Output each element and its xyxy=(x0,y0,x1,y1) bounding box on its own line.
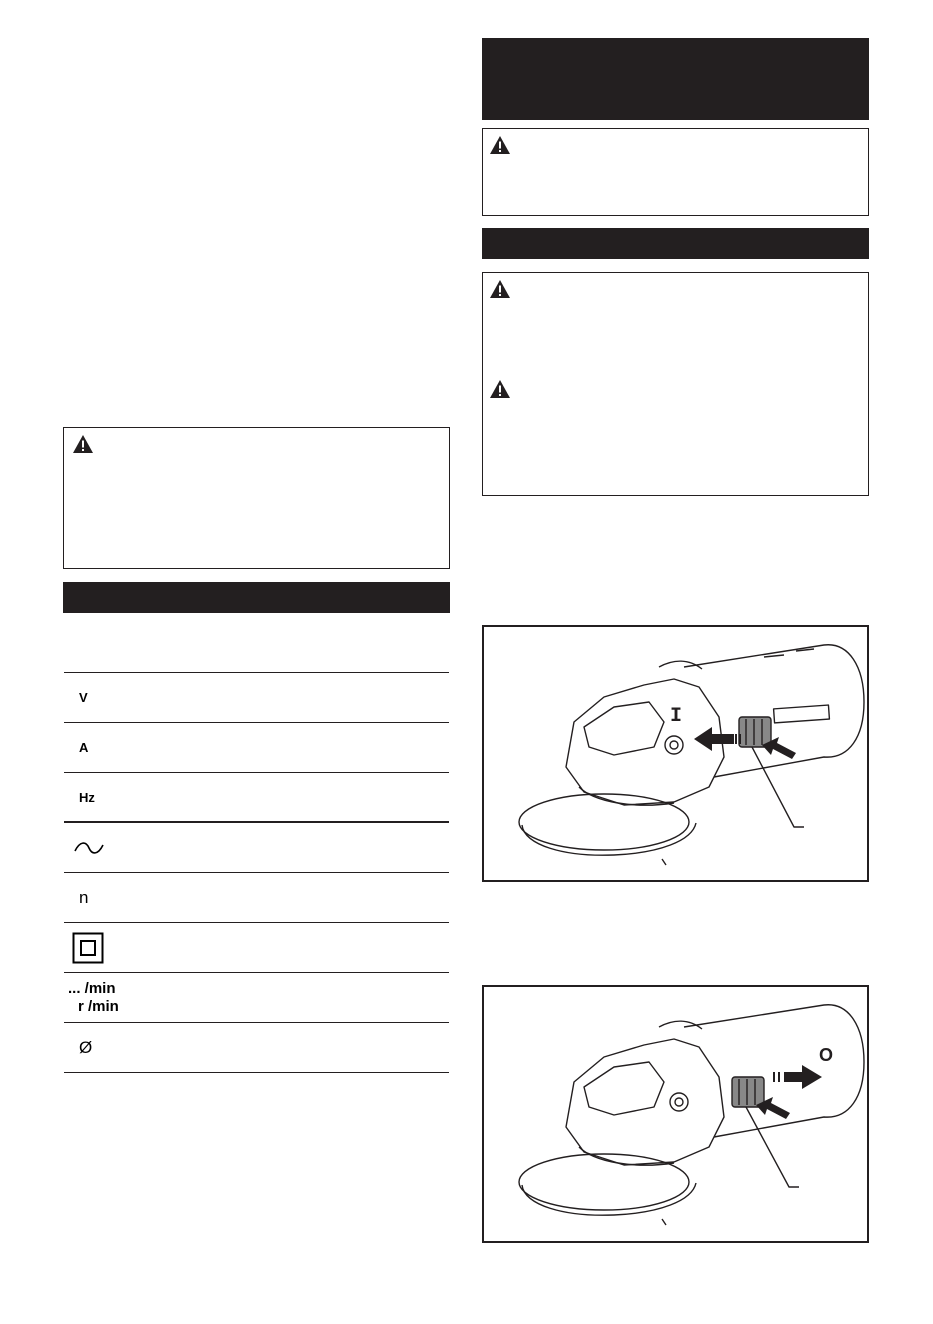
rpm-line-1: ... /min xyxy=(68,979,116,997)
figure-switch-off xyxy=(482,985,869,1243)
angle-grinder-illustration xyxy=(484,627,867,880)
symbol-no-load-speed: n xyxy=(79,887,89,907)
table-row xyxy=(64,1023,449,1073)
symbol-alternating-current xyxy=(64,823,134,872)
rpm-line-2: r /min xyxy=(78,997,119,1015)
on-mark-label: I xyxy=(670,705,683,728)
off-mark-label: O xyxy=(819,1045,834,1065)
symbol-hertz: Hz xyxy=(79,790,95,805)
symbol-volt: V xyxy=(79,690,88,705)
warning-box-right-1 xyxy=(482,128,869,216)
arrow-left-icon xyxy=(694,727,734,751)
symbol-ampere: A xyxy=(79,740,89,755)
table-row xyxy=(64,823,449,873)
symbols-section-bar xyxy=(63,582,450,613)
table-row xyxy=(64,773,449,823)
warning-triangle-icon xyxy=(489,279,511,299)
section-header-bar xyxy=(482,38,869,120)
symbol-revolutions-per-minute xyxy=(64,973,134,1022)
warning-triangle-icon xyxy=(489,135,511,155)
subsection-header-bar xyxy=(482,228,869,259)
double-square-icon xyxy=(72,932,104,964)
warning-box-left xyxy=(63,427,450,569)
warning-triangle-icon xyxy=(72,434,94,454)
table-row xyxy=(64,973,449,1023)
table-row xyxy=(64,923,449,973)
symbol-class-ii xyxy=(64,923,134,972)
table-row xyxy=(64,673,449,723)
angle-grinder-illustration xyxy=(484,987,867,1241)
arrow-right-icon xyxy=(784,1065,822,1089)
warning-triangle-icon xyxy=(489,379,511,399)
table-row xyxy=(64,723,449,773)
warning-box-right-2 xyxy=(482,272,869,496)
table-row xyxy=(64,873,449,923)
figure-switch-on xyxy=(482,625,869,882)
symbol-diameter: Ø xyxy=(79,1037,93,1057)
alternating-current-icon xyxy=(74,841,104,855)
